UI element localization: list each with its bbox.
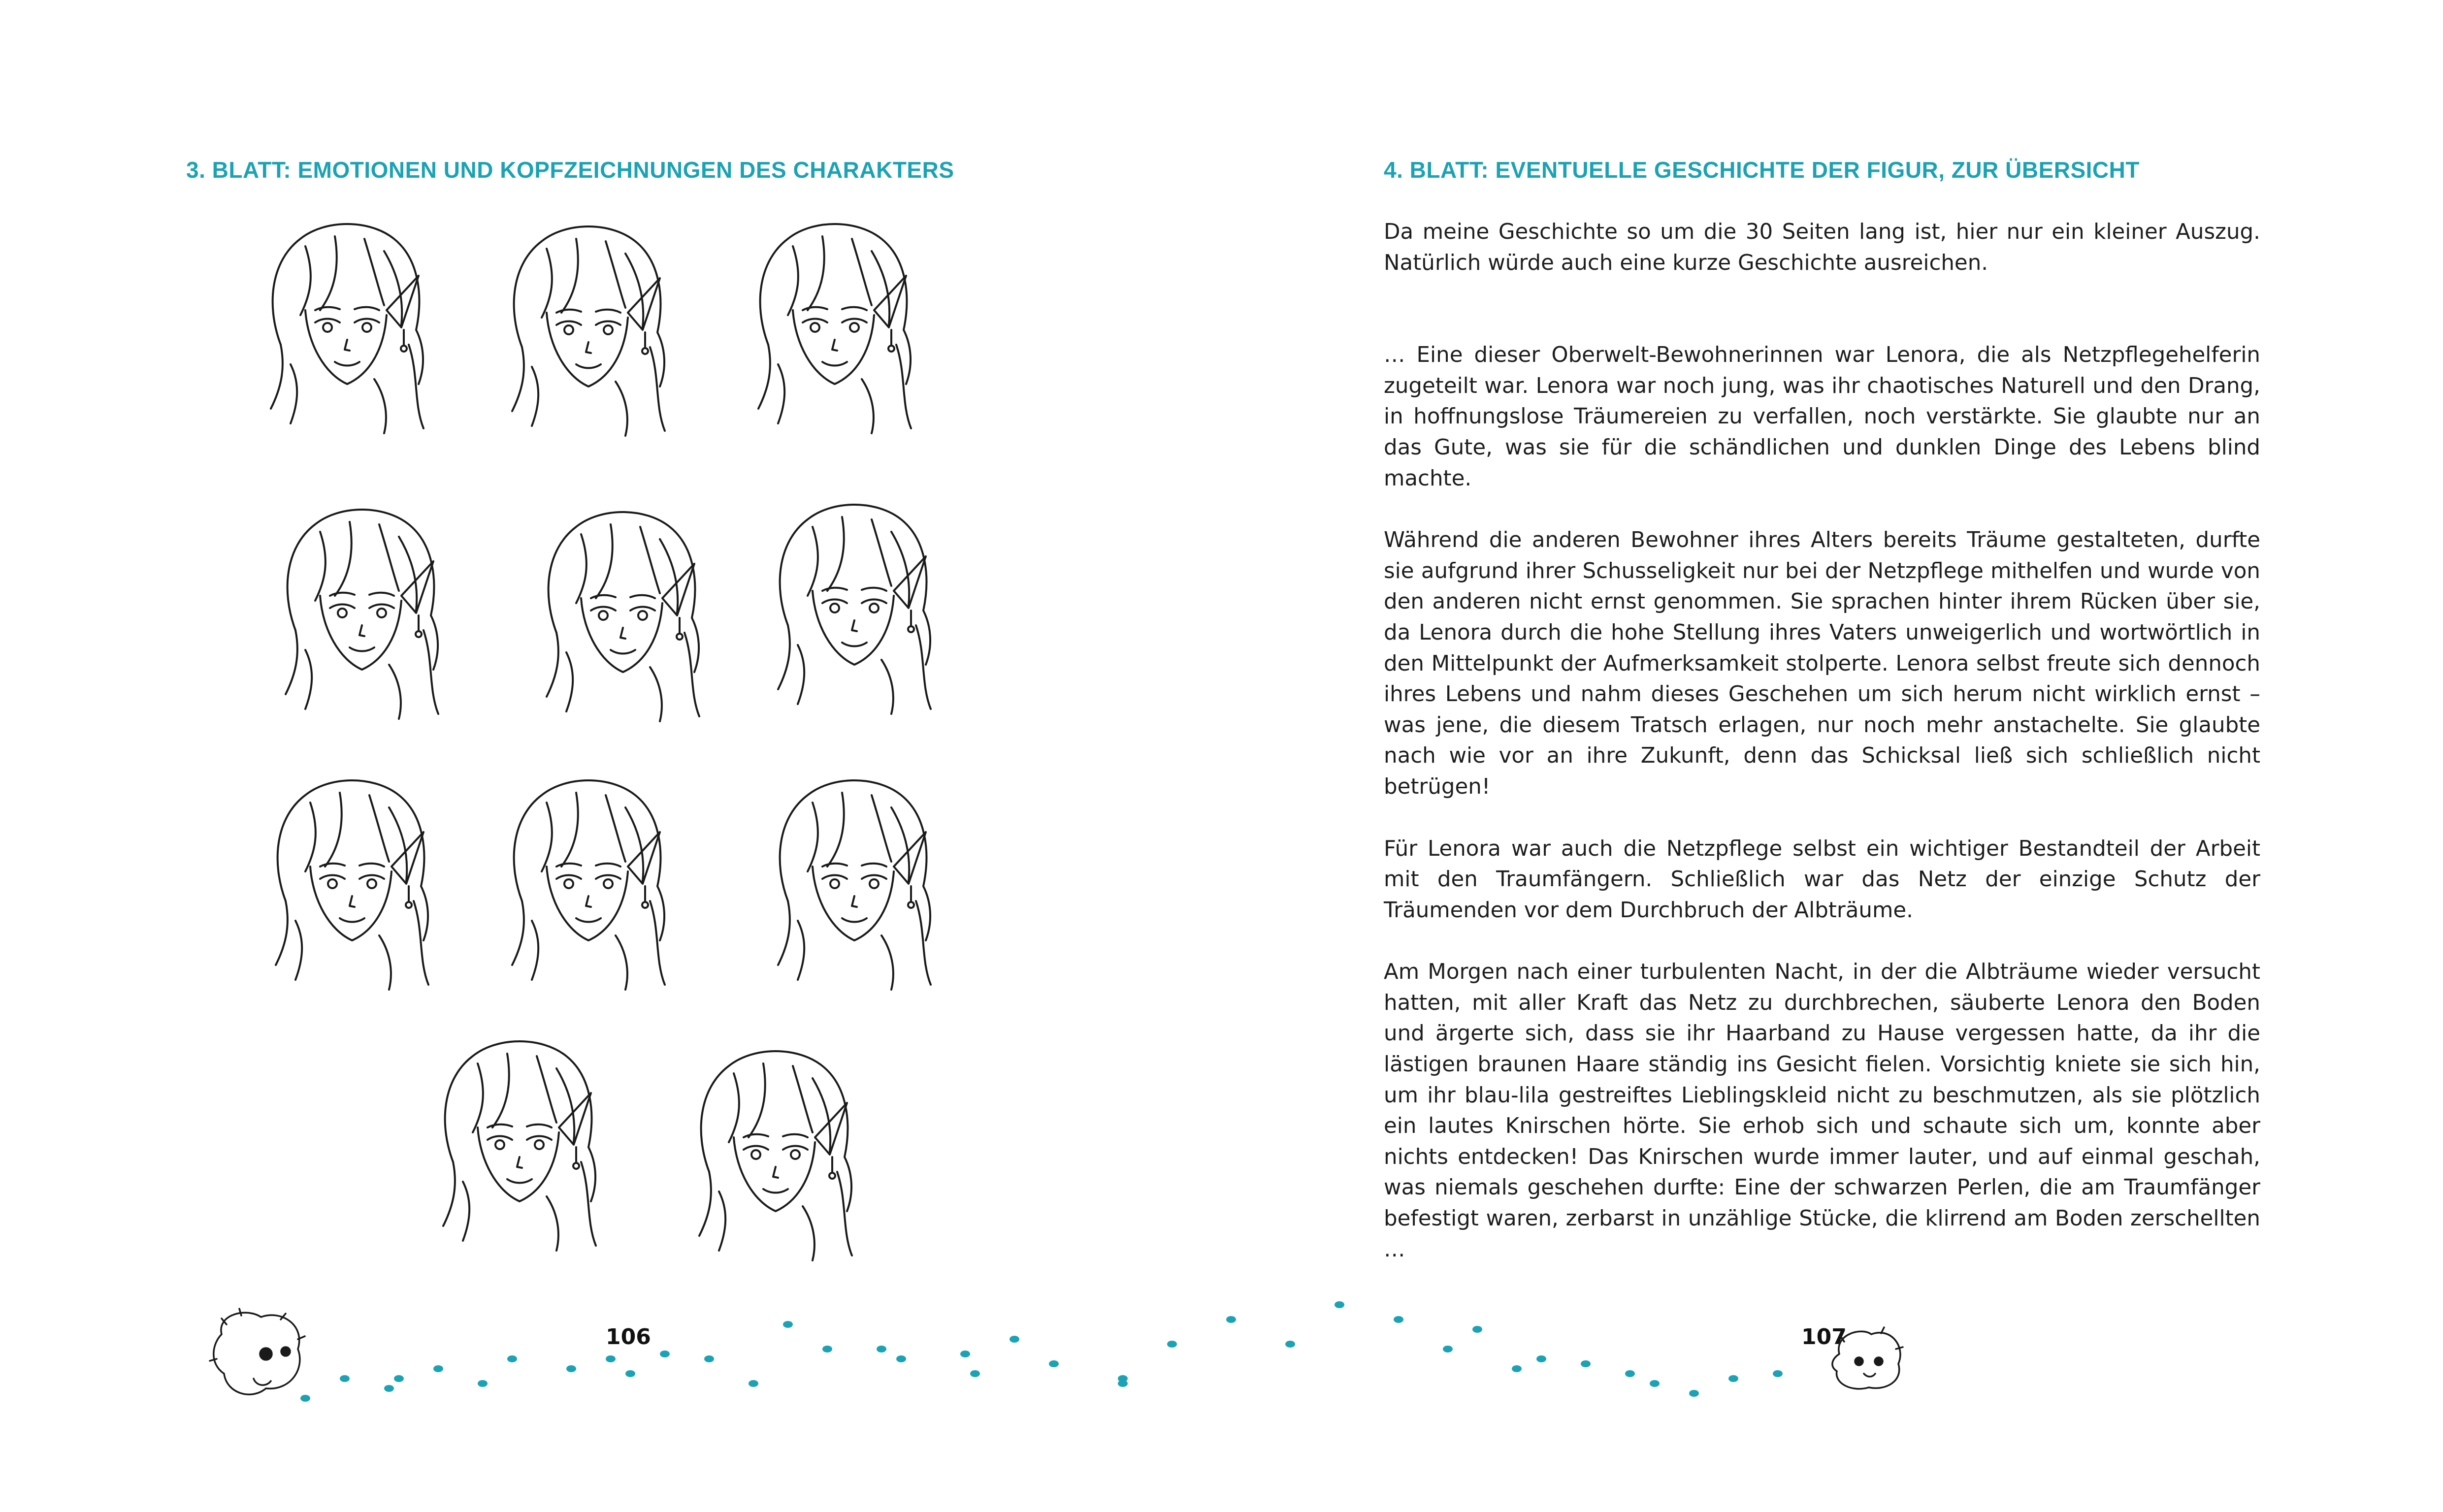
intro-paragraph: Da meine Geschichte so um die 30 Seiten lang ist, hier nur ein kleiner Auszug. Natürlich würde auch eine kurze Geschichte ausreichen.	[1384, 220, 2260, 275]
fluffy-critter-icon	[207, 1305, 310, 1403]
face-sketch-icon	[778, 780, 931, 990]
story-paragraph: Während die anderen Bewohner ihres Alters bereits Träume gestalteten, durfte sie aufgrund ihrer Schusseligkeit nur bei der Netzpflege mithelfen und wurde von den anderen nicht ernst genommen. Sie sprachen hinter ihrem Rücken über sie, da Lenora durch die hohe Stellung ihres Vaters unweigerlich und wortwörtlich in den Mittelpunkt der Aufmerksamkeit stolperte. Lenora selbst freute sich dennoch ihres Lebens und nahm dieses Geschehen um sich herum nicht wirklich ernst – was jene, die diesem Tratsch erlagen, nur noch mehr anstachelte. Sie glaubte nach wie vor an ihre Zukunft, denn das Schicksal ließ sich schließlich nicht betrügen!	[1384, 528, 2260, 799]
face-sketch-icon	[778, 505, 931, 714]
story-paragraph: … Eine dieser Oberwelt-Bewohnerinnen war Lenora, die als Netzpflegehelferin zugeteilt war. Lenora war noch jung, was ihr chaotisches Naturell und den Drang, in hoffnungslose Träumereien zu verfallen, noch verstärkte. Sie glaubte nur an das Gute, was sie für die schändlichen und dunklen Dinge des Lebens blind machte.	[1384, 343, 2260, 491]
face-sketch-icon	[443, 1041, 596, 1251]
right-page-heading: 4. BLATT: EVENTUELLE GESCHICHTE DER FIGUR, ZUR ÜBERSICHT	[1384, 157, 2140, 183]
face-sketch-icon	[699, 1051, 852, 1260]
story-paragraph: Am Morgen nach einer turbulenten Nacht, in der die Albträume wieder versucht hatten, mit aller Kraft das Netz zu durchbrechen, säuberte Lenora den Boden und ärgerte sich, dass sie ihr Haarband zu Hause vergessen hatte, da ihr die lästigen braunen Haare ständig ins Gesicht fielen. Vorsichtig kniete sie sich hin, um ihr blau-lila gestreiftes Lieblingskleid nicht zu beschmutzen, als sie plötzlich ein lautes Knirschen hörte. Sie erhob sich und schaute sich um, konnte aber nichts entdecken! Das Knirschen wurde immer lauter, und auf einmal geschah, was niemals geschehen durfte: Eine der schwarzen Perlen, die am Traumfänger befestigt waren, zerbarst in unzählige Stücke, die klirrend am Boden zerschellten …	[1384, 960, 2260, 1262]
fluffy-critter-icon	[1827, 1324, 1906, 1393]
story-excerpt	[1384, 217, 2260, 1296]
right-page	[1221, 0, 2443, 1512]
face-sketch-icon	[512, 780, 665, 990]
character-sketch-sheet	[0, 197, 1221, 1329]
face-sketch-icon	[512, 226, 665, 436]
face-sketch-icon	[286, 510, 438, 719]
face-sketch-icon	[276, 780, 428, 990]
left-page-heading: 3. BLATT: EMOTIONEN UND KOPFZEICHNUNGEN DES CHARAKTERS	[186, 157, 954, 183]
face-sketch-icon	[271, 224, 423, 433]
face-sketch-icon	[547, 512, 699, 721]
story-paragraph: Für Lenora war auch die Netzpflege selbst ein wichtiger Bestandteil der Arbeit mit den Traumfängern. Schließlich war das Netz der einzige Schutz der Träumenden vor dem Durchbruch der Albträume.	[1384, 836, 2260, 923]
page-number-right: 107	[1801, 1324, 1847, 1350]
face-sketch-icon	[758, 224, 911, 433]
left-page	[0, 0, 1221, 1512]
page-number-left: 106	[606, 1324, 651, 1350]
